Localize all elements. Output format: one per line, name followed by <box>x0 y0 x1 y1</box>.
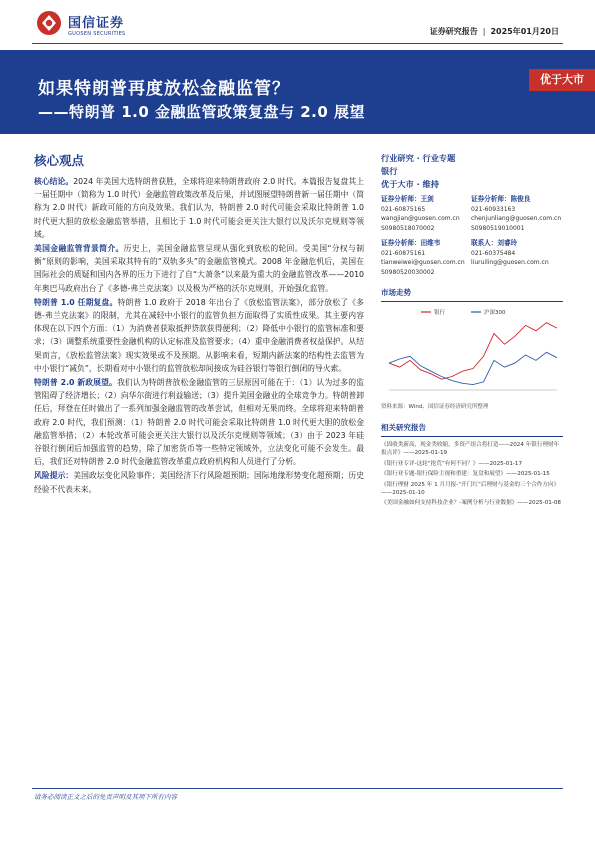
report-date: 2025年01月20日 <box>490 27 559 36</box>
guosen-logo-icon <box>36 10 62 36</box>
footer-disclaimer: 请务必阅读正文之后的免责声明及其项下所有内容 <box>34 793 177 801</box>
analyst-phone: 021-60875165 <box>381 205 426 213</box>
industry-line: 行业研究 · 行业专题 <box>381 153 456 163</box>
paragraph-lead: 核心结论。 <box>34 177 74 186</box>
analyst-cert: S0980520030002 <box>381 268 435 276</box>
chart-source: 资料来源：Wind、国信证券经济研究所整理 <box>381 404 489 410</box>
related-reports-list <box>381 441 563 508</box>
contact-name: 刘睿玲 <box>497 239 518 247</box>
sector-name: 银行 <box>381 166 398 176</box>
meta-separator: | <box>482 27 486 36</box>
core-paragraph <box>34 242 364 295</box>
paragraph-text: 历史上，美国金融监管呈现从强化到放松的轮回。受美国“分权与制衡”原则的影响，美国采取其特有的“双轨多头”的金融监管模式。2008 年金融危机后，美国在国际社会的质疑和国内各界的压力下进行了自“大萧条”以来最为重大的金融监管改革——2010 年奥巴马政府出台了《多德-弗兰克法案》以及极为严格的沃尔克规则，开始强化监管。 <box>34 244 364 293</box>
page-header <box>0 0 595 46</box>
logo-english-name: GUOSEN SECURITIES <box>68 31 126 37</box>
analyst-email[interactable]: wangjian@guosen.com.cn <box>381 215 460 222</box>
analyst-role: 证券分析师： <box>381 239 421 247</box>
market-trend-svg <box>381 306 563 400</box>
series-line-0 <box>389 323 557 380</box>
contact-email[interactable]: liuruiling@guosen.com.cn <box>471 259 549 266</box>
analyst-role: 证券分析师： <box>381 195 421 203</box>
related-reports-heading: 相关研究报告 <box>381 422 563 437</box>
contact-card <box>471 239 563 277</box>
contact-role: 联系人： <box>471 239 498 247</box>
analyst-cert: S0980518070002 <box>381 224 435 232</box>
legend-label-1: 沪深300 <box>484 310 506 316</box>
analyst-name: 陈俊良 <box>510 195 531 203</box>
paragraph-lead: 风险提示： <box>34 471 74 481</box>
analyst-phone: 021-60875161 <box>381 249 426 257</box>
sidebar <box>381 152 563 510</box>
legend-label-0: 银行 <box>434 310 446 316</box>
footer-divider <box>32 788 563 789</box>
analyst-card <box>381 239 471 277</box>
paragraph-lead: 美国金融监管背景简介。 <box>34 244 124 254</box>
report-title: 如果特朗普再度放松金融监管？ <box>38 79 290 99</box>
core-views-heading: 核心观点 <box>34 153 85 168</box>
analyst-cert: S0980519010001 <box>471 224 525 232</box>
market-trend-heading: 市场走势 <box>381 287 563 302</box>
core-paragraph <box>34 175 364 241</box>
paragraph-text: 我们认为特朗普放松金融监管的三层原因可能在于：（1）认为过多的监管阻碍了经济增长；（2）向华尔街进行利益输送；（3）提升美国金融业的全球竞争力。特朗普卸任后，拜登在任时做出了一系列加强金融监管的改革尝试，但相对无果而终。全球将迎来特朗普政府 2.0 时代，我们预测：（1）特朗普 2.0 时代可能会采取比特朗普 1.0 时代更大胆的放松金融监管举措；（2）本轮改革可能会更关注大银行以及沃尔克规则等领域；（3）由于 2023 年硅谷银行倒闭后加强监管的趋势，除了加密货币等一些特定领域外，立法变化可能不会发生。最后，我们还对特朗普 2.0 时代金融监管改革重点政府机构和人员进行了分析。 <box>34 378 364 467</box>
report-meta <box>430 26 559 37</box>
contact-phone: 021-60375484 <box>471 249 516 257</box>
report-type: 证券研究报告 <box>429 27 478 36</box>
paragraph-lead: 特朗普 2.0 新政展望。 <box>34 378 117 388</box>
logo-chinese-name: 国信证券 <box>68 16 125 31</box>
paragraph-text: 2024 年美国大选特朗普获胜，全球将迎来特朗普政府 2.0 时代。本篇报告复盘其上一届任期中（简称为 1.0 时代）金融监管政策改革及后果，并试图展望特朗普新一届任期中（简称为 2.0 时代）新政可能的方向及效果。我们认为，特朗普 2.0 时代可能会采取比特朗普 1.0 时代更大胆的放松金融监管举措，且相比于 1.0 时代可能会更关注大银行以及沃尔克规则等领域。 <box>34 177 364 239</box>
market-trend-chart <box>381 306 563 400</box>
report-subtitle: ——特朗普 1.0 金融监管政策复盘与 2.0 展望 <box>38 103 366 121</box>
related-report-item[interactable]: 《固收类新高，现金类收缩，多资产组合将打造——2024 年银行理财年报点评》——2025-01-19 <box>381 442 560 457</box>
analyst-name: 田维韦 <box>420 239 441 247</box>
analyst-name: 王剑 <box>420 195 434 203</box>
paragraph-text: 特朗普 1.0 政府于 2018 年出台了《放松监管法案》，部分放松了《多德-弗兰克法案》的限制，尤其在减轻中小银行的监管负担方面取得了实质性成果。其主要内容体现在以下四个方面：（1）为消费者获取抵押贷款获得便利；（2）降低中小银行的监管标准和要求；（3）调整系统重要性金融机构的认定标准及监管要求；（4）重申金融消费者权益保护。从结果而言，《放松监管法案》现实效果或不及预期。从影响来看，短期内新法案的结构性去监管为中小银行“减负”，长期看对中小银行的监管放松却间接成为硅谷银行等银行倒闭的导火索。 <box>34 297 364 373</box>
rating-line: 优于大市 · 维持 <box>381 179 439 189</box>
core-views-section <box>34 151 364 497</box>
analyst-list <box>381 195 563 283</box>
core-paragraph <box>34 376 364 468</box>
analyst-email[interactable]: tianweiwei@guosen.com.cn <box>381 259 465 266</box>
rating-badge: 优于大市 <box>529 69 595 91</box>
company-logo <box>36 10 156 44</box>
related-report-item[interactable]: 《银行理财 2025 年 1 月月报-“开门红”后理财与基金的三个合作方向》——2025-01-10 <box>381 481 560 497</box>
analyst-phone: 021-60933163 <box>471 205 516 213</box>
header-divider <box>32 43 563 44</box>
core-paragraph <box>34 296 364 375</box>
analyst-role: 证券分析师： <box>471 195 511 203</box>
related-report-item[interactable]: 《银行业专题-银行保险主视和重建：复盘和展望》——2025-01-15 <box>381 471 550 478</box>
analyst-card <box>381 195 471 233</box>
risk-paragraph <box>34 469 364 495</box>
paragraph-lead: 特朗普 1.0 任期复盘。 <box>34 297 118 307</box>
related-report-item[interactable]: 《银行业专评-这轮“抢荒”有何不同？》——2025-01-17 <box>381 460 523 467</box>
analyst-email[interactable]: chenjunliang@guosen.com.cn <box>471 215 562 222</box>
related-report-item[interactable]: 《美国金融如何支持科技企业？-案例分析与行业数据》——2025-01-08 <box>381 500 561 507</box>
analyst-card <box>471 195 563 233</box>
paragraph-text: 美国政坛变化风险事件；美国经济下行风险超预期；国际地缘形势变化超预期；历史经验不代表未来。 <box>34 471 364 494</box>
